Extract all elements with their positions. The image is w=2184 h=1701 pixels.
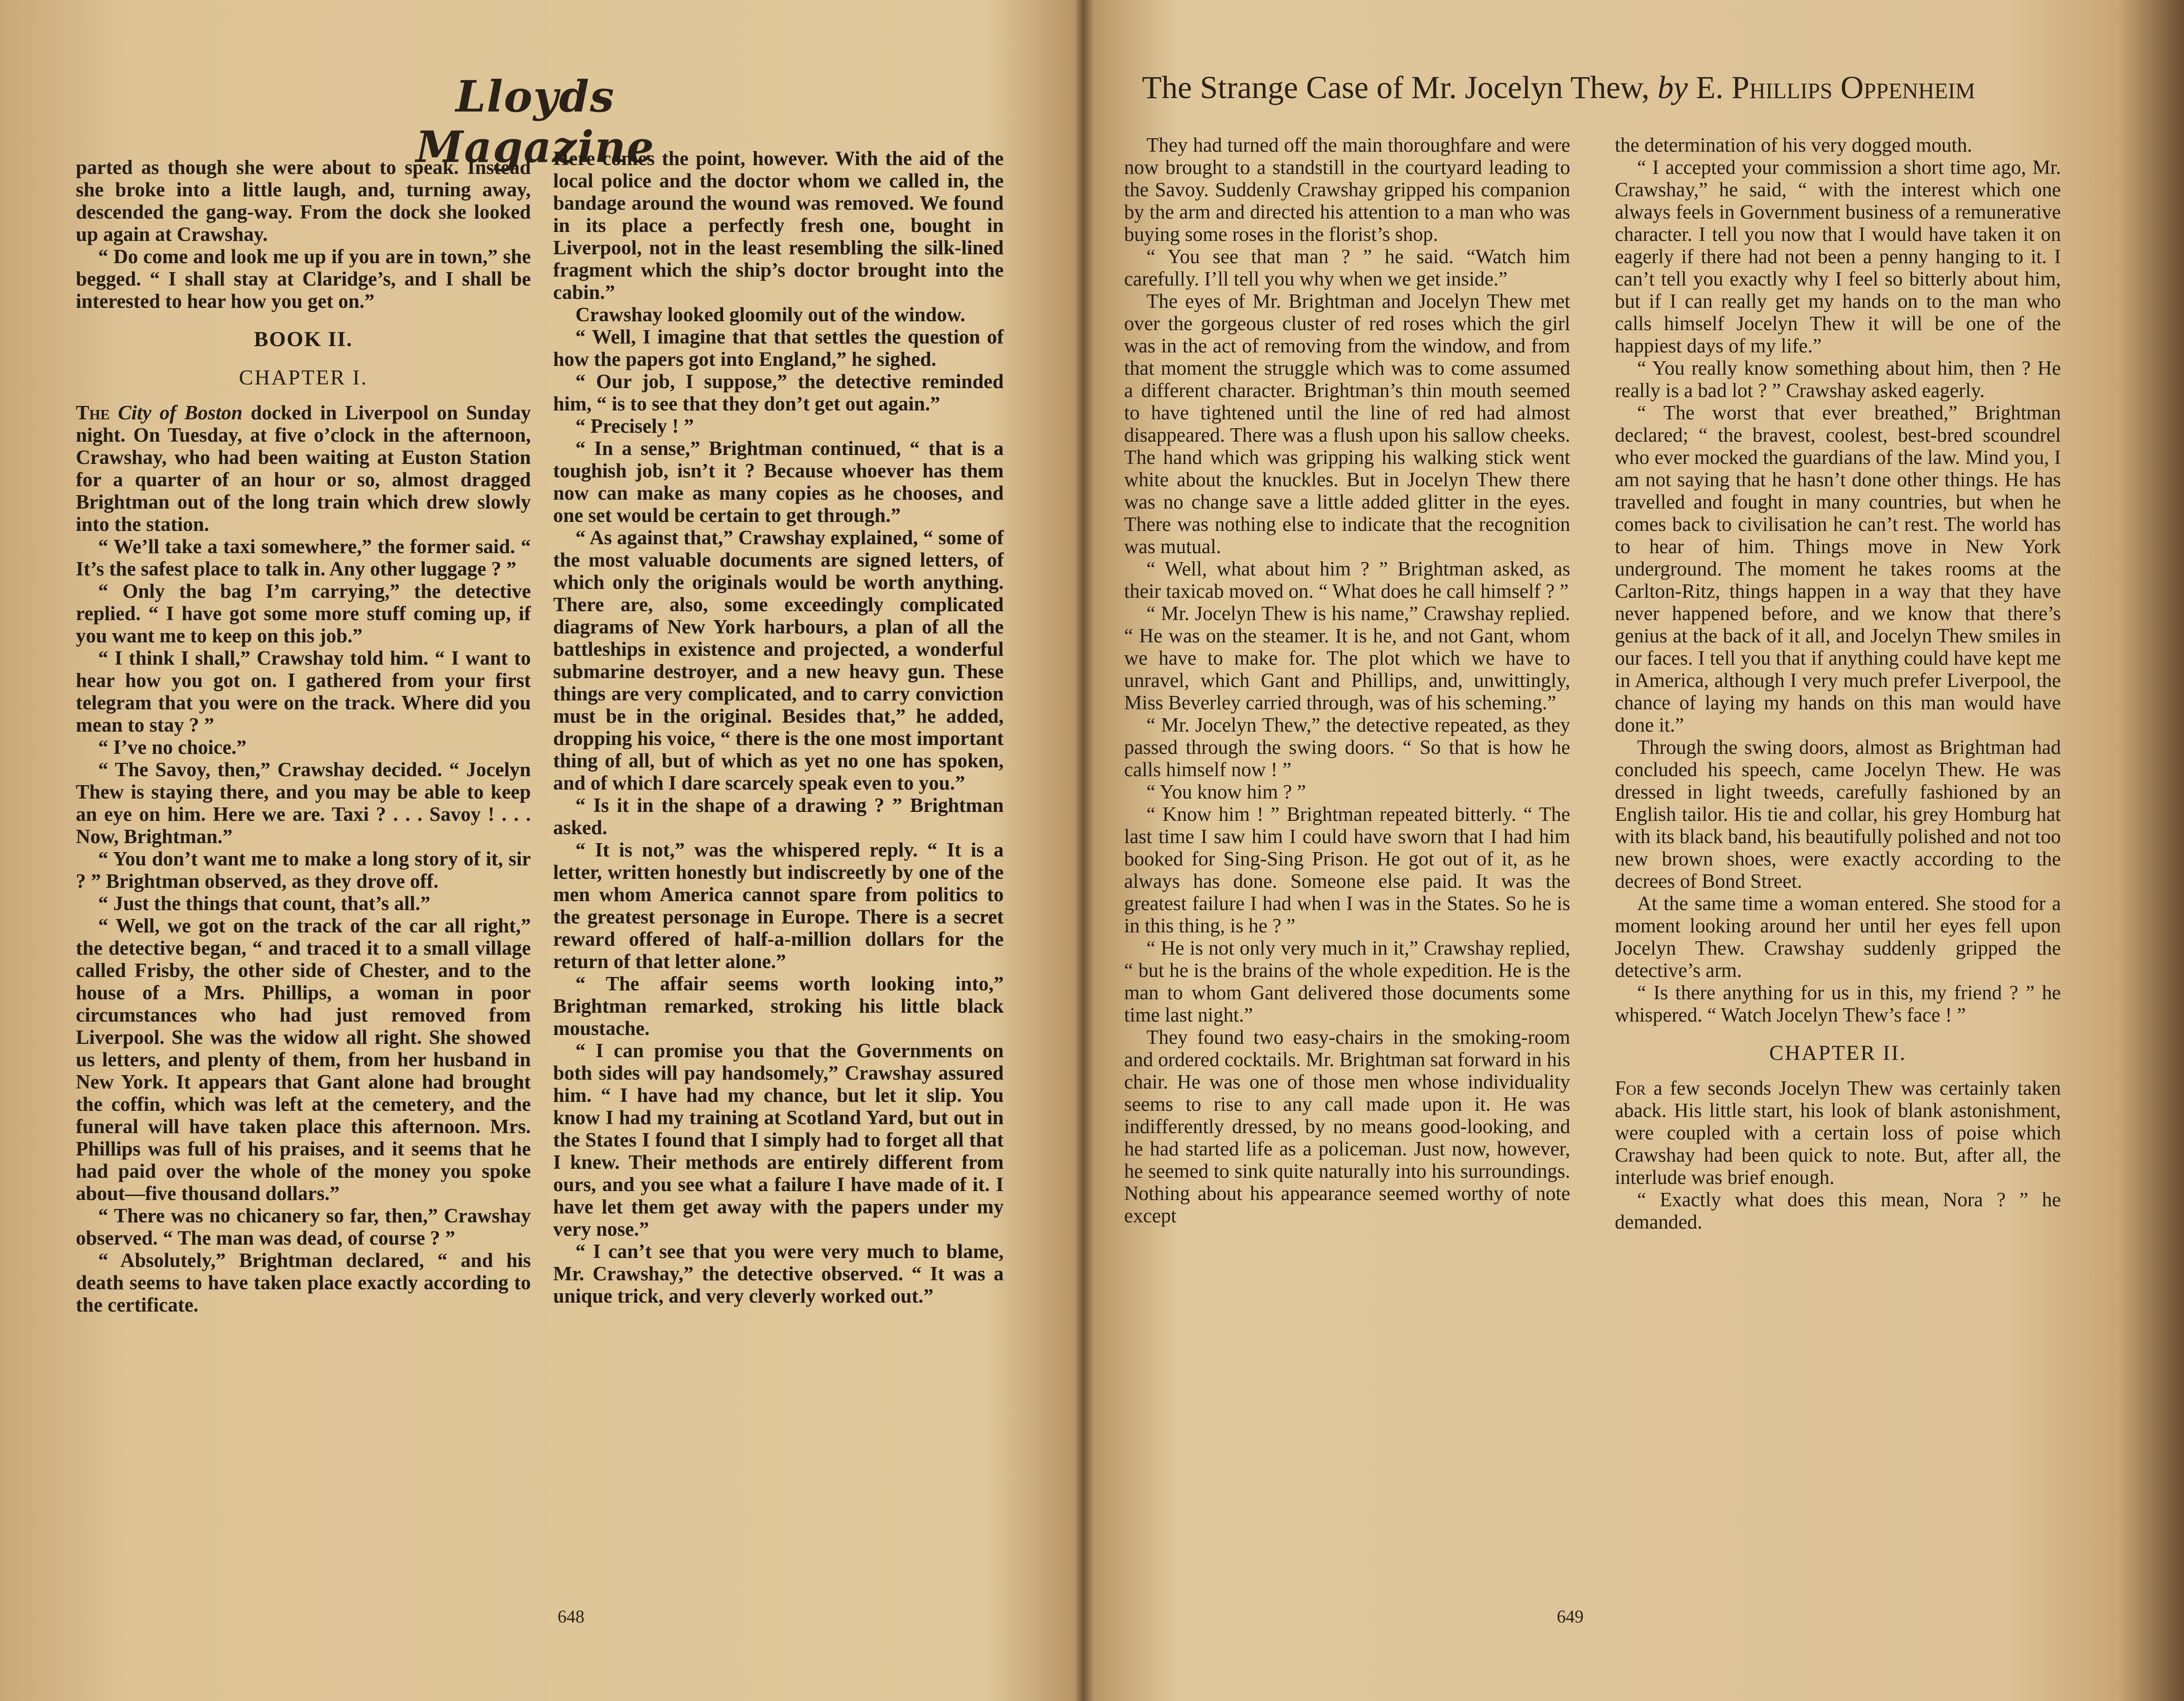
left-column-1 [76, 156, 531, 1316]
right-column-1 [1124, 134, 1570, 1227]
paragraph: “ I can promise you that the Governments on both sides will pay handsomely,” Crawshay assured him. “ I have had my chance, but let it slip. You know I had my training at Scotland Yard, but out in the States I found that I simply had to forget all that I knew. Their methods are entirely different from ours, and you see what a failure I have made of it. I have let them get away with the papers under my very nose.” [553, 1039, 1004, 1240]
chapter-opening-paragraph [76, 401, 531, 535]
paragraph: “ Mr. Jocelyn Thew is his name,” Crawshay replied. “ He was on the steamer. It is he, and not Gant, whom we have to make for. The plot which we have to unravel, which Gant and Phillips, and, unwittingly, Miss Beverley carried through, was of his scheming.” [1124, 602, 1570, 714]
paragraph: “ You don’t want me to make a long story of it, sir ? ” Brightman observed, as they drove off. [76, 848, 531, 892]
paragraph: “ I think I shall,” Crawshay told him. “ I want to hear how you got on. I gathered from your first telegram that you were on the track. Where did you mean to stay ? ” [76, 647, 531, 736]
chapter-opening-paragraph [1615, 1077, 2061, 1188]
chapter-opening-word: For [1615, 1077, 1646, 1099]
paragraph: “ Absolutely,” Brightman declared, “ and his death seems to have taken place exactly according to the certificate. [76, 1249, 531, 1316]
right-column-2 [1615, 134, 2061, 1233]
paragraph: “ You really know something about him, then ? He really is a bad lot ? ” Crawshay asked eagerly. [1615, 357, 2061, 401]
page-number: 648 [558, 1606, 584, 1627]
left-page [0, 0, 1080, 1701]
chapter-heading: CHAPTER I. [239, 366, 368, 389]
chapter-heading: CHAPTER II. [1769, 1041, 1907, 1065]
paragraph: “ Know him ! ” Brightman repeated bitterly. “ The last time I saw him I could have sworn that I had him booked for Sing-Sing Prison. He got out of it, as he always has done. Someone else paid. It was the greatest failure I had when I was in the States. So he is in this thing, is he ? ” [1124, 803, 1570, 937]
paragraph: “ I’ve no choice.” [98, 736, 247, 758]
paragraph: They had turned off the main thoroughfare and were now brought to a standstill in the courtyard leading to the Savoy. Suddenly Crawshay gripped his companion by the arm and directed his attention to a man who was buying some roses in the florist’s shop. [1124, 134, 1570, 245]
paragraph: “ He is not only very much in it,” Crawshay replied, “ but he is the brains of the whole expedition. He is the man to whom Gant delivered those documents some time last night.” [1124, 937, 1570, 1026]
paragraph: “ The Savoy, then,” Crawshay decided. “ Jocelyn Thew is staying there, and you may be able to keep an eye on him. Here we are. Taxi ? . . . Savoy ! . . . Now, Brightman.” [76, 758, 531, 848]
paragraph: “ Well, we got on the track of the car all right,” the detective began, “ and traced it to a small village called Frisby, the other side of Chester, and to the house of a Mrs. Phillips, a woman in poor circumstances who had just removed from Liverpool. She was the widow all right. She showed us letters, and plenty of them, from her husband in New York. It appears that Gant alone had brought the coffin, which was left at the cemetery, and the funeral will have taken place this afternoon. Mrs. Phillips was full of his praises, and it seems that he had paid over the whole of the money you spoke about—five thousand dollars.” [76, 915, 531, 1204]
paragraph: At the same time a woman entered. She stood for a moment looking around her until her eyes fell upon Jocelyn Thew. Crawshay suddenly gripped the detective’s arm. [1615, 892, 2061, 981]
chapter-opening-text: a few seconds Jocelyn Thew was certainly taken aback. His little start, his look of blank astonishment, were coupled with a certain loss of poise which Crawshay had been quick to note. But, after all, the interlude was brief enough. [1615, 1077, 2061, 1188]
paragraph: “ I accepted your commission a short time ago, Mr. Crawshay,” he said, “ with the interest which one always feels in Government business of a remunerative character. I tell you now that I would have taken it on eagerly if there had not been a penny hanging to it. I can’t tell you exactly why I feel so bitterly about him, but if I can really get my hands on to the man who calls himself Jocelyn Thew it will be one of the happiest days of my life.” [1615, 156, 2061, 357]
paragraph: “ You know him ? ” [1146, 781, 1306, 803]
paragraph: “ Precisely ! ” [575, 415, 694, 437]
magazine-logo: Lloyds Magazine [416, 71, 655, 172]
paragraph: “ Is there anything for us in this, my friend ? ” he whispered. “ Watch Jocelyn Thew’s face ! ” [1615, 981, 2061, 1026]
paragraph: “ Well, what about him ? ” Brightman asked, as their taxicab moved on. “ What does he call himself ? ” [1124, 558, 1570, 602]
paragraph: “ There was no chicanery so far, then,” Crawshay observed. “ The man was dead, of course ? ” [76, 1204, 531, 1249]
paragraph: “ Do come and look me up if you are in town,” she begged. “ I shall stay at Claridge’s, and I shall be interested to hear how you get on.” [76, 245, 531, 312]
paragraph: Here comes the point, however. With the aid of the local police and the doctor whom we called in, the bandage around the wound was removed. We found in its place a perfectly fresh one, bought in Liverpool, not in the least resembling the silk-lined fragment which the ship’s doctor brought into the cabin.” [553, 147, 1004, 303]
book-heading: BOOK II. [254, 327, 353, 351]
page-number: 649 [1557, 1606, 1584, 1627]
running-head-title: The Strange Case of Mr. Jocelyn Thew, [1142, 70, 1650, 105]
running-head-author: E. Phillips Oppenheim [1696, 70, 1975, 105]
paragraph: The eyes of Mr. Brightman and Jocelyn Thew met over the gorgeous cluster of red roses which the girl was in the act of removing from the window, and from that moment the struggle which was to come assumed a different character. Brightman’s thin mouth seemed to have tightened until the line of red had almost disappeared. There was a flush upon his sallow cheeks. The hand which was gripping his walking stick went white about the knuckles. But in Jocelyn Thew there was no change save a little added glitter in the eyes. There was nothing else to indicate that the recognition was mutual. [1124, 290, 1570, 558]
paragraph: “ It is not,” was the whispered reply. “ It is a letter, written honestly but indiscreetly by one of the men whom America cannot spare from politics to the greatest personage in Europe. There is a secret reward offered of half-a-million dollars for the return of that letter alone.” [553, 839, 1004, 973]
paragraph: “ In a sense,” Brightman continued, “ that is a toughish job, isn’t it ? Because whoever has them now can make as many copies as he chooses, and one set would be certain to get through.” [553, 437, 1004, 526]
paragraph: “ I can’t see that you were very much to blame, Mr. Crawshay,” the detective observed. “ It was a unique trick, and very cleverly worked out.” [553, 1240, 1004, 1307]
paragraph: They found two easy-chairs in the smoking-room and ordered cocktails. Mr. Brightman sat forward in his chair. He was one of those men whose individuality seems to rise to any call made upon it. He was indifferently dressed, by no means good-looking, and he had started life as a policeman. Just now, however, he seemed to sink quite naturally into his surroundings. Nothing about his appearance seemed worthy of note except [1124, 1026, 1570, 1227]
left-column-2 [553, 147, 1004, 1307]
ship-name: City of Boston [118, 401, 243, 424]
paragraph: “ Just the things that count, that’s all.” [98, 892, 430, 915]
running-head-by: by [1657, 70, 1688, 105]
paragraph: “ You see that man ? ” he said. “Watch him carefully. I’ll tell you why when we get inside.” [1124, 245, 1570, 290]
paragraph: parted as though she were about to speak. Instead she broke into a little laugh, and, turning away, descended the gang-way. From the dock she looked up again at Crawshay. [76, 156, 531, 245]
paragraph: “ The affair seems worth looking into,” Brightman remarked, stroking his little black moustache. [553, 973, 1004, 1039]
paragraph: Crawshay looked gloomily out of the window. [575, 303, 965, 326]
paragraph: “ Is it in the shape of a drawing ? ” Brightman asked. [553, 794, 1004, 839]
paragraph: “ Only the bag I’m carrying,” the detective replied. “ I have got some more stuff coming up, if you want me to keep on this job.” [76, 580, 531, 647]
paragraph: the determination of his very dogged mouth. [1615, 134, 1973, 156]
paragraph: “ We’ll take a taxi somewhere,” the former said. “ It’s the safest place to talk in. Any other luggage ? ” [76, 535, 531, 580]
paragraph: “ Mr. Jocelyn Thew,” the detective repeated, as they passed through the swing doors. “ So that is how he calls himself now ! ” [1124, 714, 1570, 781]
paragraph: “ Our job, I suppose,” the detective reminded him, “ is to see that they don’t get out again.” [553, 370, 1004, 415]
chapter-opening-word: The [76, 401, 110, 424]
chapter-opening-text: docked in Liverpool on Sunday night. On Tuesday, at five o’clock in the afternoon, Crawshay, who had been waiting at Euston Station for a quarter of an hour or so, almost dragged Brightman out of the long train which drew slowly into the station. [76, 401, 531, 535]
right-page [1080, 0, 2184, 1701]
running-head [1142, 69, 2137, 106]
paragraph: “ The worst that ever breathed,” Brightman declared; “ the bravest, coolest, best-bred scoundrel who ever mocked the guardians of the law. Mind you, I am not saying that he hasn’t done other things. He has travelled and fought in many countries, but when he comes back to civilisation he can’t rest. The world has to hear of him. Things move in New York underground. The moment he takes rooms at the Carlton-Ritz, things happen in a way that they have never happened before, and we know that there’s genius at the back of it all, and Jocelyn Thew smiles in our faces. I tell you that if anything could have kept me in America, although I very much prefer Liverpool, the chance of laying my hands on this man would have done it.” [1615, 401, 2061, 736]
paragraph: “ Exactly what does this mean, Nora ? ” he demanded. [1615, 1188, 2061, 1233]
paragraph: Through the swing doors, almost as Brightman had concluded his speech, came Jocelyn Thew. He was dressed in light tweeds, carefully fashioned by an English tailor. His tie and collar, his grey Homburg hat with its black band, his beautifully polished and not too new brown shoes, were exactly according to the decrees of Bond Street. [1615, 736, 2061, 892]
paragraph: “ As against that,” Crawshay explained, “ some of the most valuable documents are signed letters, of which only the originals would be worth anything. There are, also, some exceedingly complicated diagrams of New York harbours, a plan of all the battleships in existence and projected, a wonderful submarine destroyer, and a new heavy gun. These things are very complicated, and to carry conviction must be in the original. Besides that,” he added, dropping his voice, “ there is the one most important thing of all, but of which as yet no one has spoken, and of which I dare scarcely speak even to you.” [553, 526, 1004, 794]
paragraph: “ Well, I imagine that that settles the question of how the papers got into England,” he sighed. [553, 326, 1004, 370]
